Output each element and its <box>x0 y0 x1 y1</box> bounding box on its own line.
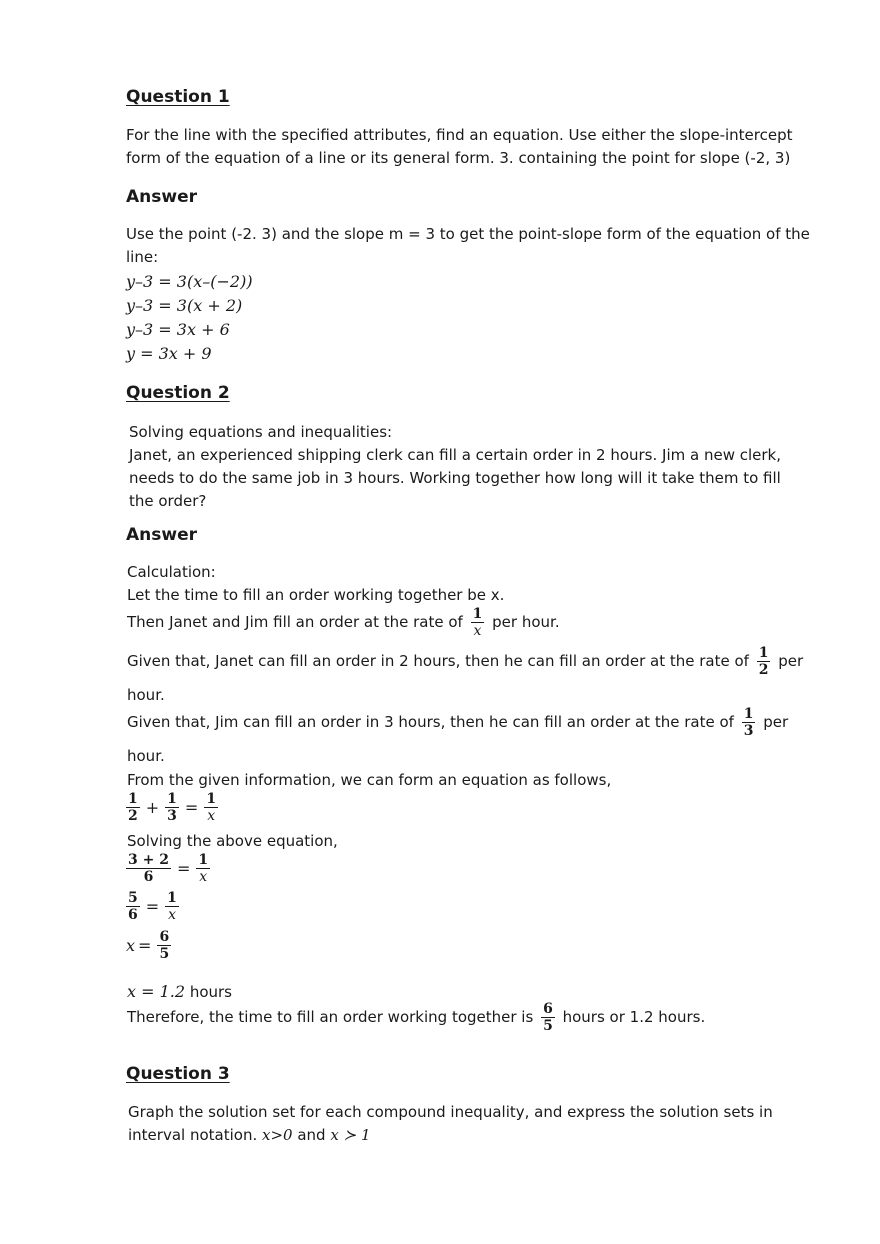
question-3-text <box>128 1101 808 1147</box>
step-1: y–3 = 3(x–(−2)) <box>126 272 253 291</box>
step-4: y = 3x + 9 <box>126 344 212 363</box>
question-2-title: Question 2 <box>126 383 230 403</box>
janet-line-post: per <box>778 652 804 670</box>
rate-line-pre: Then Janet and Jim fill an order at the rate of <box>127 613 463 631</box>
question-1-text: For the line with the specified attributes, find an equation. Use either the slope-intercept form of the equation of a line or its general form. 3. containing the point for slope (-2, 3) <box>126 126 793 167</box>
therefore-pre: Therefore, the time to fill an order working together is <box>127 1008 534 1026</box>
step-3: y–3 = 3x + 6 <box>126 320 230 339</box>
therefore-post: hours or 1.2 hours. <box>562 1008 706 1026</box>
result-math: x = 1.2 <box>127 982 186 1001</box>
jim-line <box>127 706 788 739</box>
question-3-ineq-2: x ≻ 1 <box>330 1126 371 1144</box>
fraction-1-over-2: $\frac{1}{2}$ <box>758 645 769 678</box>
question-2-line-1: Solving equations and inequalities: <box>129 423 393 441</box>
step-2: y–3 = 3(x + 2) <box>126 296 243 315</box>
janet-line <box>127 645 803 678</box>
equation-sum: $\frac{1}{2}$ + $\frac{1}{3}$ = $\frac{1}{x}$ <box>128 791 217 824</box>
answer-2-title: Answer <box>126 525 197 545</box>
question-1-title: Question 1 <box>126 87 230 107</box>
result-unit: hours <box>189 983 233 1001</box>
question-3-ineq-1: x>0 <box>262 1126 293 1144</box>
equation-step-3: x = $\frac{6}{5}$ <box>126 929 170 962</box>
fraction-6-over-5: $\frac{6}{5}$ <box>543 1001 553 1034</box>
jim-line-post: per <box>763 713 789 731</box>
therefore-line <box>127 1001 705 1034</box>
equation-step-1: $\frac{3 + 2}{6}$ = $\frac{1}{x}$ <box>128 852 209 885</box>
question-3-text-pre: Graph the solution set for each compound inequality, and express the solution sets in interval notation. <box>128 1103 773 1144</box>
question-3-and: and <box>297 1126 326 1144</box>
janet-hour: hour. <box>127 686 165 704</box>
equation-step-2: $\frac{5}{6}$ = $\frac{1}{x}$ <box>128 890 177 923</box>
janet-line-pre: Given that, Janet can fill an order in 2 hours, then he can fill an order at the rate of <box>127 652 749 670</box>
from-line: From the given information, we can form an equation as follows, <box>127 771 612 789</box>
result-line <box>127 982 232 1001</box>
let-line: Let the time to fill an order working together be x. <box>127 586 505 604</box>
rate-line <box>127 606 560 639</box>
jim-line-pre: Given that, Jim can fill an order in 3 hours, then he can fill an order at the rate of <box>127 713 734 731</box>
answer-1-steps <box>126 270 253 366</box>
fraction-1-over-3: $\frac{1}{3}$ <box>743 706 754 739</box>
solving-line: Solving the above equation, <box>127 832 338 850</box>
calc-label: Calculation: <box>127 563 216 581</box>
rate-line-post: per hour. <box>492 613 560 631</box>
jim-hour: hour. <box>127 747 165 765</box>
question-2-line-2: Janet, an experienced shipping clerk can fill a certain order in 2 hours. Jim a new clerk, needs to do the same job in 3 hours. Working together how long will it take them to fill the order? <box>129 446 782 510</box>
answer-1-text: Use the point (-2. 3) and the slope m = 3 to get the point-slope form of the equation of the line: <box>126 225 810 266</box>
fraction-1-over-x: $\frac{1}{x}$ <box>472 606 483 639</box>
question-3-title: Question 3 <box>126 1064 230 1084</box>
question-2-text <box>129 421 799 513</box>
answer-1-title: Answer <box>126 187 197 207</box>
